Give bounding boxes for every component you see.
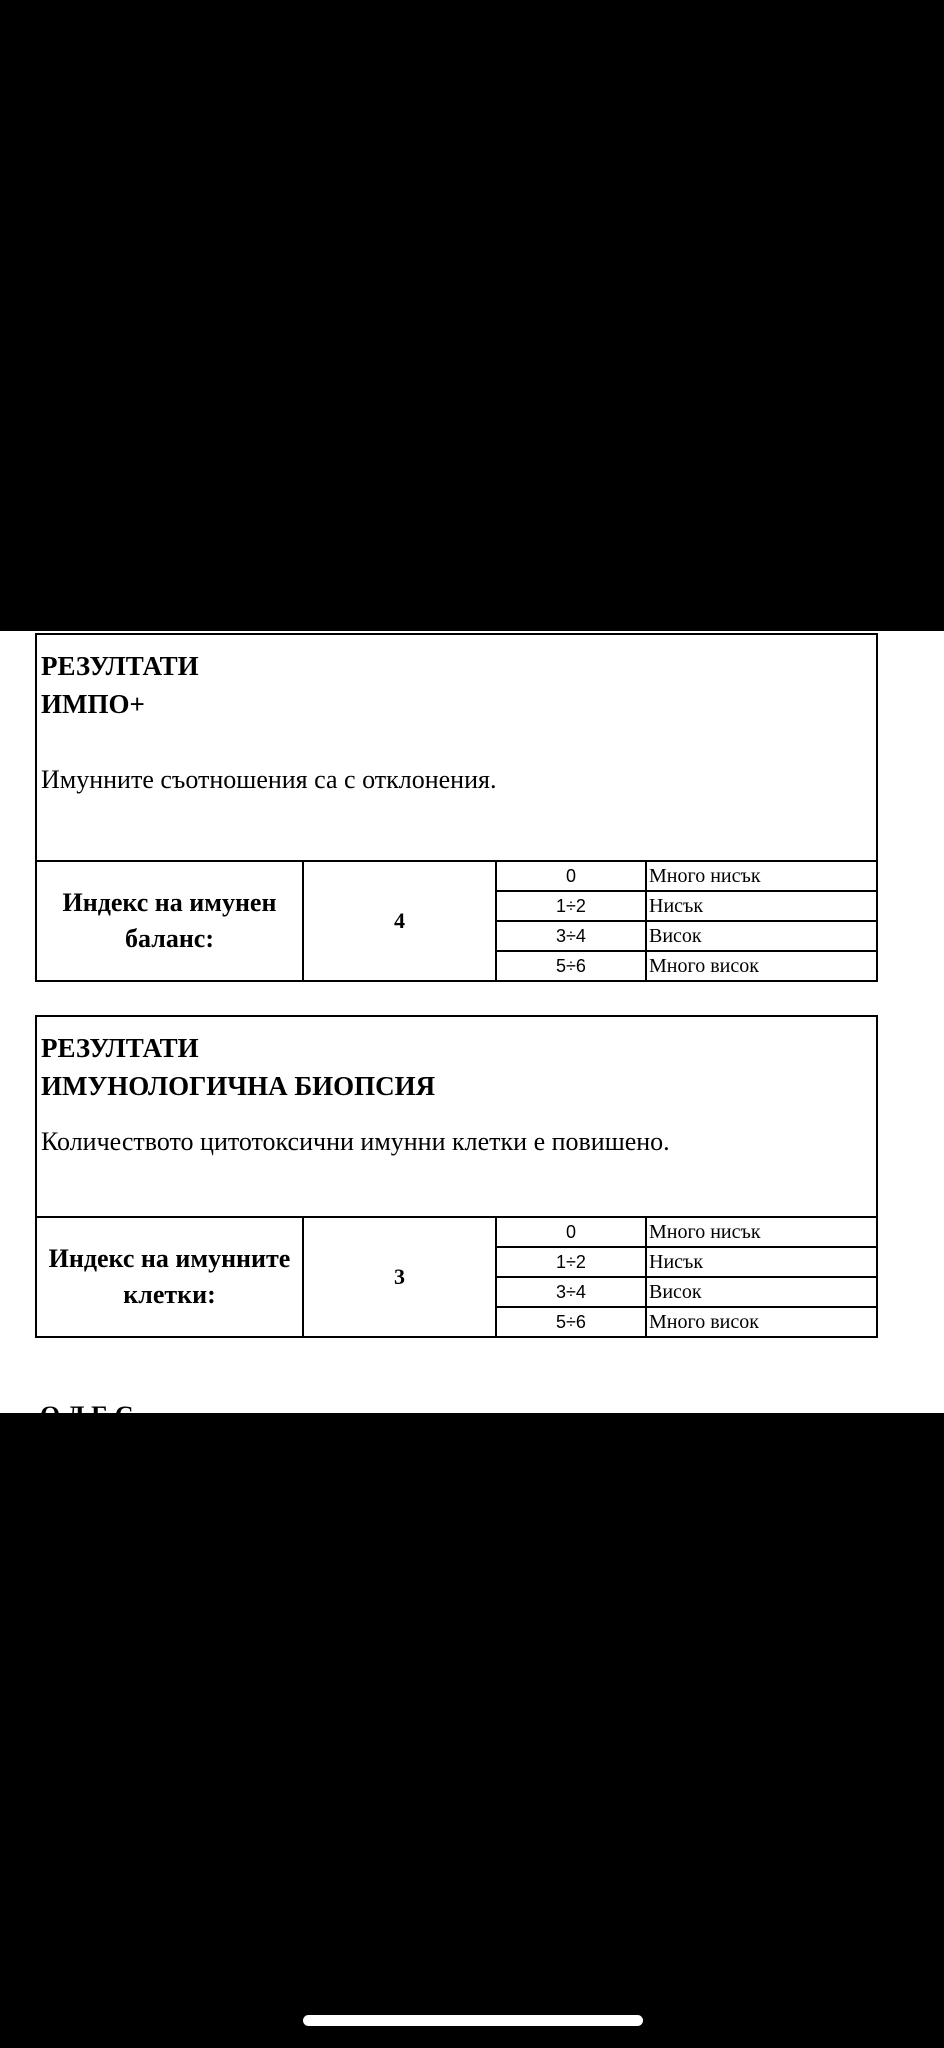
result-statement: Имунните съотношения са с отклонения. — [41, 765, 497, 794]
home-indicator[interactable] — [303, 2015, 643, 2026]
results-box — [35, 633, 878, 860]
results-section-impo — [35, 633, 878, 982]
section-subheading: ИМУНОЛОГИЧНА БИОПСИЯ — [41, 1071, 436, 1101]
scale-level: Нисък — [646, 1247, 877, 1277]
scale-level: Много нисък — [646, 1217, 877, 1247]
scale-level: Много висок — [646, 1307, 877, 1337]
document-page — [0, 631, 944, 1430]
section-heading: РЕЗУЛТАТИ — [41, 1033, 199, 1063]
index-table — [35, 860, 878, 982]
scale-range: 3÷4 — [496, 921, 646, 951]
scale-range: 0 — [496, 1217, 646, 1247]
index-value: 4 — [303, 861, 496, 981]
scale-range: 1÷2 — [496, 891, 646, 921]
index-table — [35, 1216, 878, 1338]
scale-level: Нисък — [646, 891, 877, 921]
scale-level: Висок — [646, 921, 877, 951]
index-label: Индекс на имунен баланс: — [36, 861, 303, 981]
scale-level: Висок — [646, 1277, 877, 1307]
cut-off-footer-text: О Д Б С — [40, 1401, 134, 1430]
section-heading: РЕЗУЛТАТИ — [41, 651, 199, 681]
index-value: 3 — [303, 1217, 496, 1337]
scale-range: 1÷2 — [496, 1247, 646, 1277]
scale-range: 0 — [496, 861, 646, 891]
section-subheading: ИМПО+ — [41, 689, 145, 719]
results-box — [35, 1015, 878, 1216]
index-label: Индекс на имунните клетки: — [36, 1217, 303, 1337]
scale-range: 3÷4 — [496, 1277, 646, 1307]
result-statement: Количеството цитотоксични имунни клетки е повишено. — [41, 1127, 670, 1156]
results-section-biopsy — [35, 1015, 878, 1338]
scale-level: Много висок — [646, 951, 877, 981]
scale-range: 5÷6 — [496, 951, 646, 981]
scale-range: 5÷6 — [496, 1307, 646, 1337]
scale-level: Много нисък — [646, 861, 877, 891]
